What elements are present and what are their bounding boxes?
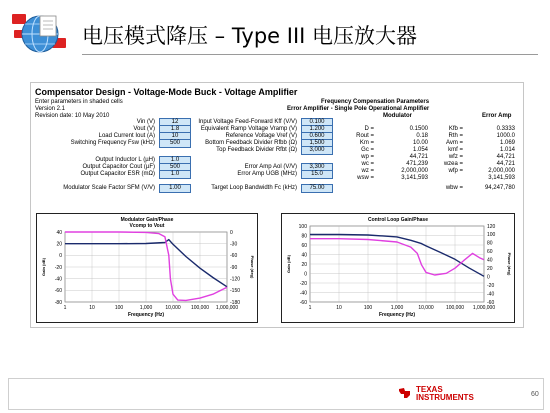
mid-input-label[interactable]: Bottom Feedback Divider Rfbb (Ω) bbox=[205, 140, 297, 146]
y-tick-label: -40 bbox=[299, 290, 307, 297]
x-tick-label: 100,000 bbox=[190, 305, 210, 311]
spreadsheet-panel bbox=[30, 82, 524, 328]
ti-logo-icon bbox=[398, 386, 412, 400]
left-input-cell[interactable]: 500 bbox=[159, 163, 191, 172]
y-right-tick-label: -180 bbox=[230, 299, 241, 306]
error-amp-param-label: wfp = bbox=[448, 168, 463, 174]
y-right-tick-label: 0 bbox=[230, 229, 233, 236]
modulator-param-value: 3,141,593 bbox=[401, 175, 428, 181]
modulator-param-value: 471,239 bbox=[406, 161, 428, 167]
left-input-cell[interactable]: 12 bbox=[159, 118, 191, 127]
error-amp-param-label: Rth = bbox=[448, 133, 463, 139]
modulator-gain-phase-chart bbox=[36, 213, 258, 323]
x-tick-label: 1,000,000 bbox=[472, 305, 496, 311]
modulator-param-value: 0.1500 bbox=[409, 126, 428, 132]
left-input-label[interactable]: Vin (V) bbox=[136, 119, 155, 125]
error-amp-param-label: Kfb = bbox=[448, 126, 463, 132]
y-axis-label: Gain (dB) bbox=[286, 255, 291, 273]
page-number: 60 bbox=[531, 391, 539, 398]
modulator-header: Modulator bbox=[383, 113, 412, 119]
x-tick-label: 1,000 bbox=[390, 305, 404, 311]
error-amp-param-value: 1.069 bbox=[499, 140, 515, 146]
mid-input-label[interactable]: Equivalent Ramp Voltage Vramp (V) bbox=[200, 126, 297, 132]
error-amp-param-value: 44,721 bbox=[496, 161, 515, 167]
left-input-cell[interactable]: 10 bbox=[159, 132, 191, 141]
left-input-label[interactable]: Output Inductor L (µH) bbox=[95, 157, 155, 163]
x-axis-label: Frequency (Hz) bbox=[127, 312, 165, 318]
modulator-param-label: Km = bbox=[359, 140, 374, 146]
y-tick-label: 60 bbox=[301, 242, 307, 249]
y-tick-label: -20 bbox=[54, 264, 62, 271]
modulator-param-label: Rout = bbox=[356, 133, 374, 139]
y-tick-label: 20 bbox=[301, 261, 307, 268]
mid-input-cell[interactable]: 1,500 bbox=[301, 139, 333, 148]
mid-input-label[interactable]: Error Amp UGB (MHz) bbox=[237, 171, 297, 177]
mid-input-label[interactable]: Error Amp Aol (V/V) bbox=[244, 164, 297, 170]
x-tick-label: 100 bbox=[363, 305, 373, 311]
mid-input-cell[interactable]: 0.100 bbox=[301, 118, 333, 127]
mid-input-label[interactable]: Target Loop Bandwidth Fc (kHz) bbox=[211, 185, 297, 191]
error-amp-param-label: kmf = bbox=[448, 147, 463, 153]
modulator-param-label: wp = bbox=[361, 154, 374, 160]
modulator-param-value: 2,000,000 bbox=[401, 168, 428, 174]
y-right-tick-label: -60 bbox=[487, 299, 495, 306]
y-right-tick-label: 80 bbox=[487, 240, 493, 247]
y-right-tick-label: 40 bbox=[487, 257, 493, 264]
y-right-tick-label: 0 bbox=[487, 274, 490, 281]
error-amp-param-label: wzea = bbox=[443, 161, 463, 167]
left-input-cell[interactable]: 1.0 bbox=[159, 170, 191, 179]
error-amp-param-value: 3,141,593 bbox=[488, 175, 515, 181]
y-right-tick-label: 100 bbox=[487, 232, 496, 239]
mid-input-cell[interactable]: 3,000 bbox=[301, 146, 333, 155]
modulator-param-value: 0.18 bbox=[416, 133, 428, 139]
y-tick-label: 0 bbox=[59, 253, 62, 260]
error-amp-param-value: 1000.0 bbox=[496, 133, 515, 139]
y-right-tick-label: 120 bbox=[487, 223, 496, 230]
y-tick-label: 20 bbox=[56, 241, 62, 248]
left-input-label[interactable]: Output Capacitor ESR (mΩ) bbox=[80, 171, 155, 177]
chart-title: Control Loop Gain/Phase bbox=[367, 217, 429, 223]
y-tick-label: 40 bbox=[56, 229, 62, 236]
brand-name bbox=[416, 386, 474, 402]
freq-comp-title: Frequency Compensation Parameters bbox=[321, 99, 430, 105]
sheet-revision: Revision date: 10 May 2010 bbox=[35, 113, 110, 119]
y-tick-label: 40 bbox=[301, 252, 307, 259]
y-right-tick-label: -90 bbox=[230, 264, 238, 271]
control-loop-chart-svg bbox=[282, 214, 514, 322]
x-tick-label: 100,000 bbox=[445, 305, 465, 311]
y-right-tick-label: -120 bbox=[230, 276, 241, 283]
y-tick-label: -60 bbox=[299, 299, 307, 306]
y-tick-label: -20 bbox=[299, 280, 307, 287]
chart-title: Modulator Gain/Phase bbox=[120, 217, 174, 223]
mid-input-label[interactable]: Top Feedback Divider Rfbt (Ω) bbox=[216, 147, 297, 153]
modulator-param-label: D = bbox=[364, 126, 374, 132]
mid-input-cell[interactable]: 15.0 bbox=[301, 170, 333, 179]
modulator-chart-svg bbox=[37, 214, 257, 322]
modulator-param-label: wc = bbox=[361, 161, 374, 167]
left-input-label[interactable]: Modulator Scale Factor SFM (V/V) bbox=[63, 185, 155, 191]
mid-input-label[interactable]: Input Voltage Feed-Forward Kff (V/V) bbox=[198, 119, 297, 125]
y-right-tick-label: -40 bbox=[487, 291, 495, 298]
mid-input-cell[interactable]: 1.200 bbox=[301, 125, 333, 134]
error-amp-param-value: 1.014 bbox=[499, 147, 515, 153]
mid-input-cell[interactable]: 0.600 bbox=[301, 132, 333, 141]
left-input-label[interactable]: Load Current Iout (A) bbox=[98, 133, 155, 139]
control-loop-gain-phase-chart bbox=[281, 213, 515, 323]
y-right-axis-label: Phase (deg) bbox=[507, 252, 512, 276]
error-amp-param-value: 94,247,780 bbox=[484, 185, 515, 191]
y-right-tick-label: -150 bbox=[230, 288, 241, 295]
y-tick-label: -80 bbox=[54, 299, 62, 306]
error-amp-param-label: Avm = bbox=[445, 140, 463, 146]
left-input-cell[interactable]: 1.00 bbox=[159, 184, 191, 193]
y-tick-label: -60 bbox=[54, 288, 62, 295]
left-input-cell[interactable]: 1.8 bbox=[159, 125, 191, 134]
left-input-label[interactable]: Switching Frequency Fsw (kHz) bbox=[70, 140, 155, 146]
y-tick-label: 0 bbox=[304, 271, 307, 278]
y-tick-label: 80 bbox=[301, 233, 307, 240]
mid-input-cell[interactable]: 75.00 bbox=[301, 184, 333, 193]
error-amp-param-value: 2,000,000 bbox=[488, 168, 515, 174]
x-axis-label: Frequency (Hz) bbox=[378, 312, 416, 318]
left-input-cell[interactable]: 500 bbox=[159, 139, 191, 148]
y-tick-label: 100 bbox=[298, 223, 307, 230]
sheet-subtitle: Enter parameters in shaded cells bbox=[35, 99, 123, 105]
x-tick-label: 1,000,000 bbox=[215, 305, 239, 311]
y-right-tick-label: 60 bbox=[487, 249, 493, 256]
modulator-param-label: wsw = bbox=[357, 175, 374, 181]
brand-line2: INSTRUMENTS bbox=[416, 393, 474, 402]
y-right-tick-label: -60 bbox=[230, 253, 238, 260]
slide-title: 电压模式降压 – Type III 电压放大器 bbox=[82, 24, 418, 48]
error-amp-header: Error Amp bbox=[482, 113, 512, 119]
left-input-label[interactable]: Output Capacitor Cout (µF) bbox=[82, 164, 155, 170]
error-amp-param-label: wbw = bbox=[445, 185, 463, 191]
x-tick-label: 10 bbox=[89, 305, 95, 311]
x-tick-label: 1 bbox=[63, 305, 67, 311]
freq-comp-subtitle: Error Amplifier - Single Pole Operational Amplifier bbox=[287, 106, 430, 112]
sheet-version: Version 2.1 bbox=[35, 106, 66, 112]
y-right-tick-label: -30 bbox=[230, 241, 238, 248]
brand-line1: TEXAS bbox=[416, 385, 443, 394]
x-tick-label: 10,000 bbox=[165, 305, 181, 311]
y-tick-label: -40 bbox=[54, 276, 62, 283]
y-right-tick-label: 20 bbox=[487, 266, 493, 273]
globe-document-icon bbox=[10, 8, 68, 60]
error-amp-param-label: wfz = bbox=[448, 154, 463, 160]
x-tick-label: 10,000 bbox=[418, 305, 434, 311]
left-input-cell[interactable]: 1.0 bbox=[159, 156, 191, 165]
sheet-title: Compensator Design - Voltage-Mode Buck - Voltage Amplifier bbox=[35, 87, 298, 97]
modulator-param-value: 44,721 bbox=[409, 154, 428, 160]
x-tick-label: 10 bbox=[336, 305, 342, 311]
x-tick-label: 1 bbox=[308, 305, 312, 311]
modulator-param-value: 10.00 bbox=[412, 140, 428, 146]
title-divider bbox=[82, 54, 538, 55]
modulator-param-label: Gc = bbox=[361, 147, 374, 153]
left-input-label[interactable]: Vout (V) bbox=[133, 126, 155, 132]
chart-subtitle: Vcomp to Vout bbox=[129, 223, 165, 229]
modulator-param-value: 1.054 bbox=[412, 147, 428, 153]
error-amp-param-value: 44,721 bbox=[496, 154, 515, 160]
y-right-tick-label: -20 bbox=[487, 282, 495, 289]
modulator-param-label: wz = bbox=[361, 168, 374, 174]
y-right-axis-label: Phase (deg) bbox=[250, 255, 255, 279]
mid-input-label[interactable]: Reference Voltage Vref (V) bbox=[225, 133, 297, 139]
error-amp-param-value: 0.3333 bbox=[496, 126, 515, 132]
mid-input-cell[interactable]: 3,300 bbox=[301, 163, 333, 172]
y-axis-label: Gain (dB) bbox=[41, 258, 46, 276]
x-tick-label: 1,000 bbox=[139, 305, 153, 311]
x-tick-label: 100 bbox=[114, 305, 124, 311]
